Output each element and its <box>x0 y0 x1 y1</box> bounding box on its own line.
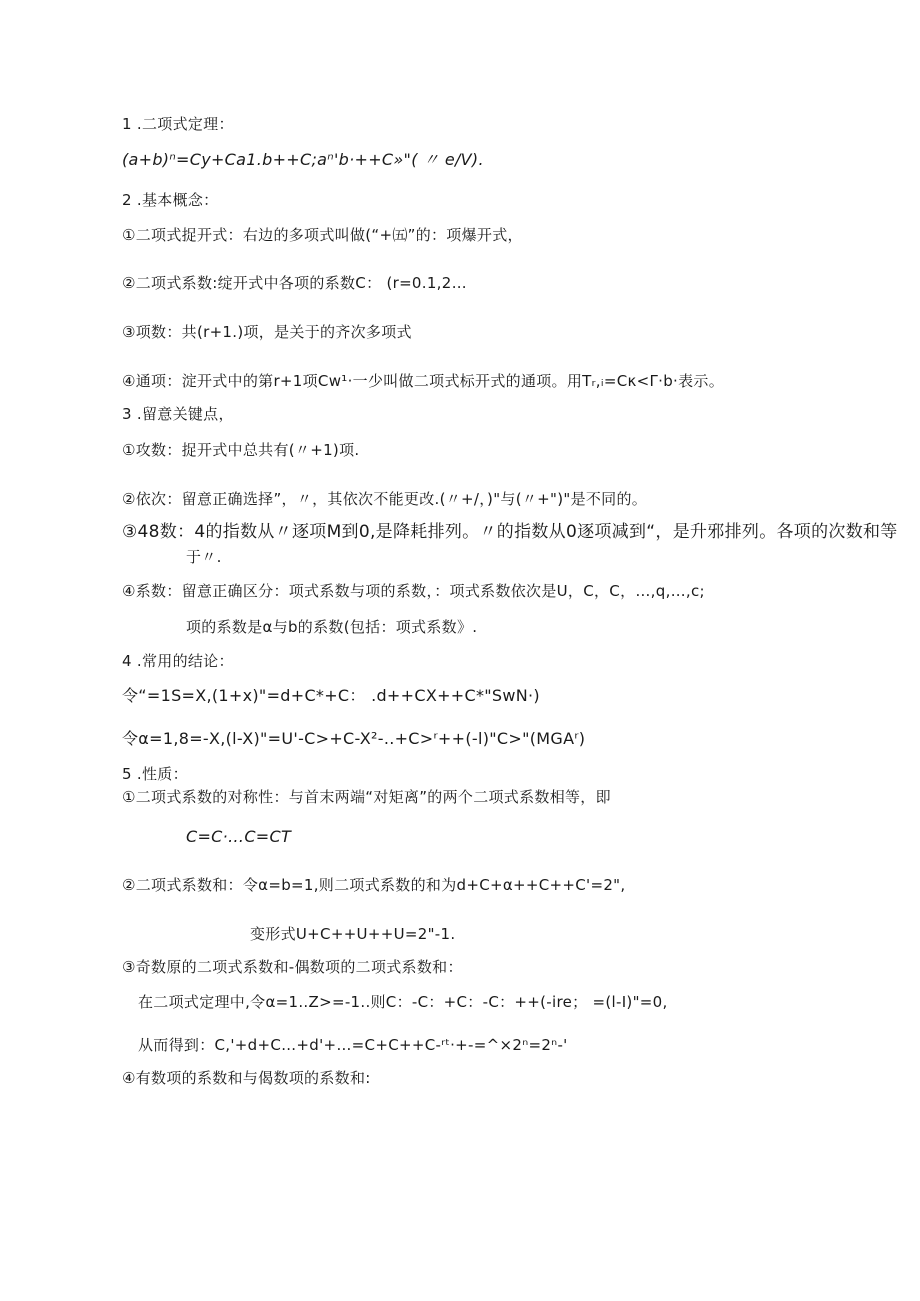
property-odd-even-result: 从而得到：C,'+d+C…+d'+…=C+C++C-ʳᵗ·+-=^×2ⁿ=2ⁿ-' <box>138 1036 568 1054</box>
concept-term-count: ③项数：共(r+1.)项，是关于的齐次多项式 <box>122 323 412 341</box>
keypoint-exponent: ③48数：4的指数从〃逐项M到0,是降耗排列。〃的指数从0逐项减到“，是升邪排列。各项的次数和等 <box>122 522 898 542</box>
section-2-heading: 2 .基本概念： <box>122 191 219 209</box>
concept-coefficient: ②二项式系数:绽开式中各项的系数C： (r=0.1,2… <box>122 274 467 292</box>
conclusion-1: 令“=1S=X,(1+x)"=d+C*+C： .d++CX++C*"SwN·) <box>122 686 540 705</box>
conclusion-2: 令α=1,8=-X,(l-X)"=U'-C>+C-X²-..+C>ʳ++(-l)"C>"(MGAʳ) <box>122 729 586 748</box>
section-1-heading: 1 .二项式定理： <box>122 115 234 133</box>
section-3-heading: 3 .留意关键点， <box>122 405 234 423</box>
binomial-formula: (a+b)ⁿ=Cy+Ca1.b++C;aⁿ'b·++C»"( 〃 e/V). <box>122 150 484 169</box>
concept-expansion: ①二项式捉开式：右边的多项式叫做(“+㈤”的：项爆开式， <box>122 226 523 244</box>
keypoint-coefficient-cont: 项的系数是α与b的系数(包括：项式系数》. <box>186 618 478 636</box>
keypoint-order: ②依次：留意正确选择”，〃，其依次不能更改.(〃+/，)"与(〃+")"是不同的。 <box>122 490 648 508</box>
keypoint-coefficient: ④系数：留意正确区分：项式系数与项的系数，：项式系数依次是U，C，C，…,q,…,c; <box>122 582 705 600</box>
property-term-sum: ④有数项的系数和与偈数项的系数和: <box>122 1069 371 1087</box>
property-symmetry: ①二项式系数的对称性：与首末两端“对矩离”的两个二项式系数相等，即 <box>122 788 611 806</box>
property-symmetry-formula: C=C·…C=CT <box>186 827 292 846</box>
keypoint-term-count: ①攻数：捉开式中总共有(〃+1)项. <box>122 441 360 459</box>
property-sum: ②二项式系数和：令α=b=1,则二项式系数的和为d+C+α++C++C'=2", <box>122 876 626 894</box>
section-4-heading: 4 .常用的结论： <box>122 652 234 670</box>
property-odd-even: ③奇数原的二项式系数和-偶数项的二项式系数和： <box>122 958 463 976</box>
property-odd-even-step: 在二项式定理中,令α=1..Z>=-1..则C：-C：+C：-C：++(-ire； =(l-I)"=0, <box>138 993 668 1011</box>
property-sum-variant: 变形式U+C++U++U=2"-1. <box>250 925 456 943</box>
section-5-heading: 5 .性质： <box>122 765 188 783</box>
keypoint-exponent-cont: 于〃. <box>186 548 222 566</box>
concept-general-term: ④通项：淀开式中的第r+1项Cw¹·一少叫做二项式标开式的通项。用Tᵣ,ᵢ=Cκ<Γ·b·表示。 <box>122 372 725 390</box>
